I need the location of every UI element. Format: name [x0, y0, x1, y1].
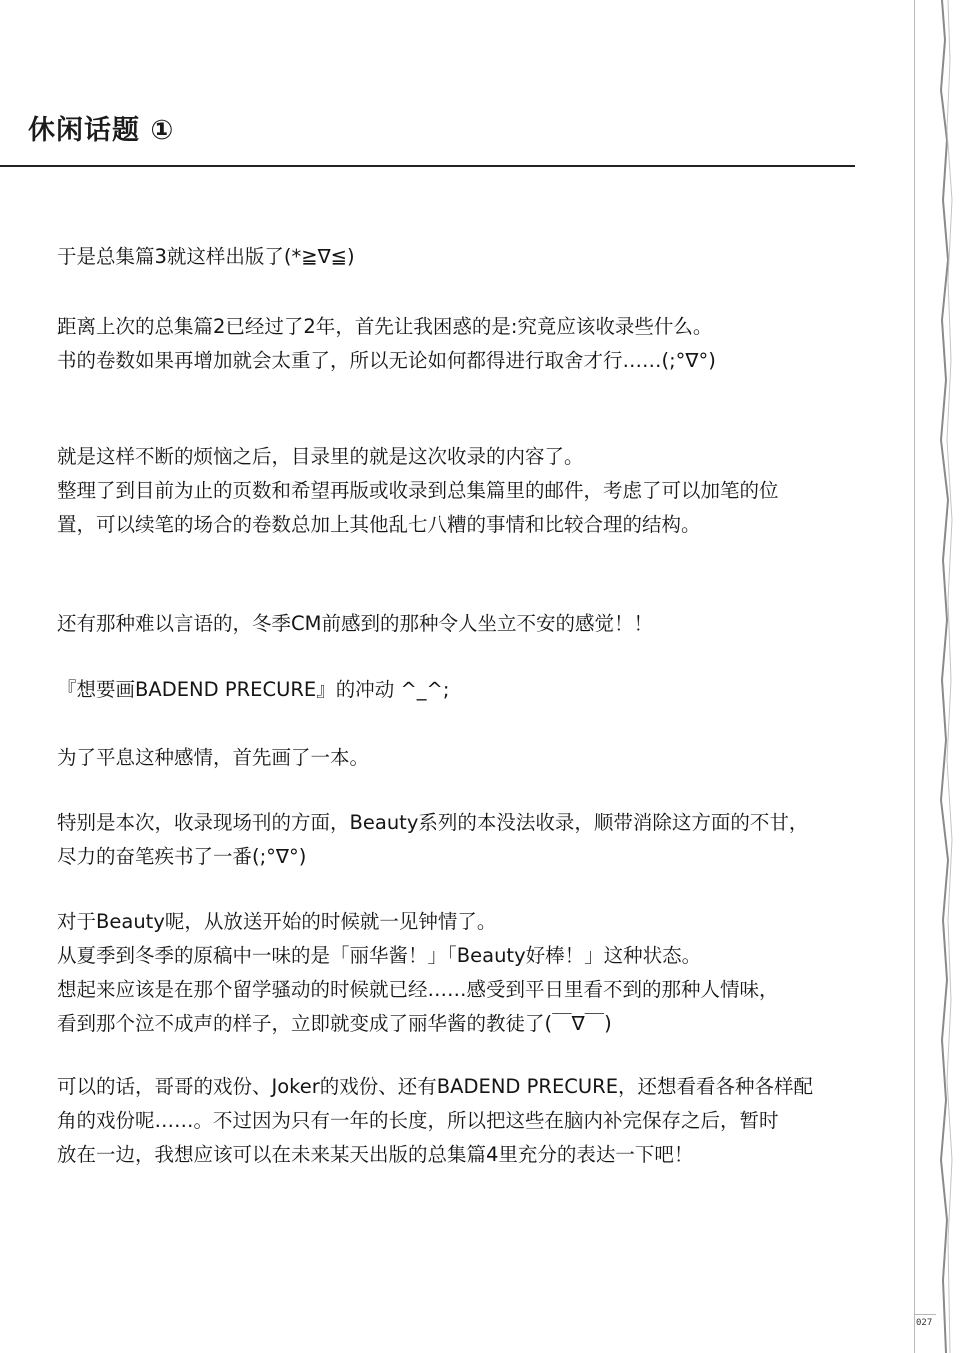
text-line: 可以的话，哥哥的戏份、Joker的戏份、还有BADEND PRECURE，还想看看各种各样配 [57, 1075, 814, 1098]
text-line: 尽力的奋笔疾书了一番(;°∇°) [57, 845, 307, 868]
text-line: 书的卷数如果再增加就会太重了，所以无论如何都得进行取舍才行……(;°∇°) [57, 349, 716, 372]
paragraph-6 [57, 741, 369, 775]
text-line: 距离上次的总集篇2已经过了2年，首先让我困惑的是:究竟应该收录些什么。 [57, 315, 713, 338]
title-divider [0, 165, 855, 167]
text-line: 角的戏份呢……。不过因为只有一年的长度，所以把这些在脑内补完保存之后，暂时 [57, 1109, 779, 1132]
text-line: 为了平息这种感情，首先画了一本。 [57, 746, 370, 769]
paragraph-3 [57, 440, 779, 542]
text-line: 就是这样不断的烦恼之后，目录里的就是这次收录的内容了。 [57, 445, 584, 468]
text-line: 置，可以续笔的场合的卷数总加上其他乱七八糟的事情和比较合理的结构。 [57, 513, 701, 536]
text-line: 想起来应该是在那个留学骚动的时候就已经……感受到平日里看不到的那种人情味， [57, 978, 779, 1001]
text-line: 整理了到目前为止的页数和希望再版或收录到总集篇里的邮件，考虑了可以加笔的位 [57, 479, 779, 502]
page-number: 027 [916, 1318, 933, 1328]
page-title: 休闲话题 ① [28, 115, 175, 146]
text-line: 『想要画BADEND PRECURE』的冲动 ^_^; [57, 678, 450, 701]
paragraph-2 [57, 310, 716, 378]
paragraph-7 [57, 806, 808, 874]
text-line: 对于Beauty呢，从放送开始的时候就一见钟情了。 [57, 910, 497, 933]
text-line: 还有那种难以言语的，冬季CM前感到的那种令人坐立不安的感觉！！ [57, 612, 653, 635]
paragraph-9 [57, 1070, 813, 1172]
torn-edge-decoration [936, 0, 960, 1353]
text-line: 于是总集篇3就这样出版了(*≧∇≦) [57, 245, 355, 268]
paragraph-4 [57, 607, 653, 641]
paragraph-8 [57, 905, 779, 1041]
margin-rule [914, 0, 915, 1353]
text-line: 特别是本次，收录现场刊的方面，Beauty系列的本没法收录，顺带消除这方面的不甘， [57, 811, 809, 834]
paragraph-5 [57, 673, 449, 707]
text-line: 放在一边，我想应该可以在未来某天出版的总集篇4里充分的表达一下吧！ [57, 1143, 694, 1166]
paragraph-1 [57, 240, 355, 274]
text-line: 看到那个泣不成声的样子，立即就变成了丽华酱的教徒了(￣∇￣) [57, 1012, 612, 1035]
text-line: 从夏季到冬季的原稿中一味的是「丽华酱！」「Beauty好棒！」这种状态。 [57, 944, 702, 967]
